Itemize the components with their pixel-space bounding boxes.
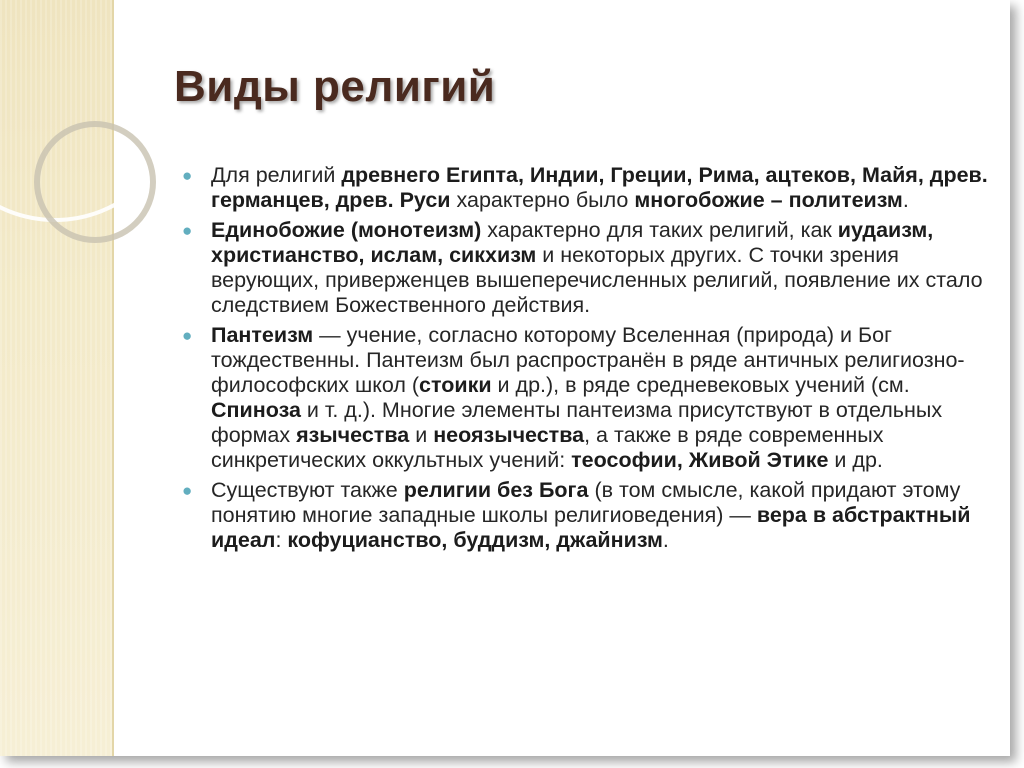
- bullet-bold-text: язычества: [296, 423, 410, 447]
- bullet-item: [180, 323, 990, 473]
- bullet-bold-text: неоязычества: [433, 423, 585, 447]
- bullet-text: и т. д.). Многие элементы пантеизма присутствуют в отдельных формах: [211, 398, 943, 447]
- bullet-item: [180, 478, 990, 553]
- bullet-dot-icon: ●: [182, 481, 193, 500]
- bullet-bold-text: религии без Бога: [403, 478, 589, 502]
- bullet-dot-icon: ●: [182, 166, 193, 185]
- bullet-text: (в том смысле, какой придают этому понятию многие западные школы религиоведения) —: [211, 478, 961, 527]
- side-band-edge: [112, 0, 114, 756]
- bullet-text: Для религий: [211, 163, 342, 187]
- bullet-bold-text: вера в абстрактный идеал: [211, 503, 971, 552]
- bullet-bold-text: иудаизм, христианство, ислам, сикхизм: [211, 218, 934, 267]
- bullet-bold-text: древнего Египта, Индии, Греции, Рима, ацтеков, Майя, древ. германцев, древ. Руси: [211, 163, 988, 212]
- bullet-item: [180, 218, 990, 318]
- bullet-bold-text: Пантеизм: [211, 323, 314, 347]
- page-title: Виды религий: [174, 62, 496, 111]
- bullet-text: .: [902, 188, 909, 212]
- bullet-text: характерно было: [450, 188, 635, 212]
- bullet-text: , а также в ряде современных синкретических оккультных учений:: [211, 423, 884, 472]
- bullet-text: и: [409, 423, 434, 447]
- bullet-bold-text: Единобожие (монотеизм): [211, 218, 482, 242]
- bullet-bold-text: теософии, Живой Этике: [571, 448, 829, 472]
- bullet-list: [180, 163, 990, 558]
- bullet-bold-text: многобожие – политеизм: [634, 188, 903, 212]
- bullet-text: — учение, согласно которому Вселенная (природа) и Бог тождественны. Пантеизм был распространён в ряде античных религиозно-философских школ (: [211, 323, 965, 397]
- bullet-text: и др.), в ряде средневековых учений (см.: [491, 373, 910, 397]
- bullet-dot-icon: ●: [182, 221, 193, 240]
- bullet-text: и др.: [828, 448, 883, 472]
- bullet-bold-text: кофуцианство, буддизм, джайнизм: [287, 528, 663, 552]
- bullet-dot-icon: ●: [182, 326, 193, 345]
- bullet-text: :: [275, 528, 288, 552]
- bullet-item: [180, 163, 990, 213]
- side-band-texture: [0, 0, 112, 756]
- bullet-text: Существуют также: [211, 478, 404, 502]
- bullet-bold-text: Спиноза: [211, 398, 301, 422]
- decorative-side-band: [0, 0, 112, 756]
- bullet-text: и некоторых других. С точки зрения верующих, приверженцев вышеперечисленных религий, появление их стало следствием Божественного действия.: [211, 243, 983, 317]
- bullet-text: .: [662, 528, 669, 552]
- bullet-bold-text: стоики: [419, 373, 492, 397]
- bullet-text: характерно для таких религий, как: [481, 218, 838, 242]
